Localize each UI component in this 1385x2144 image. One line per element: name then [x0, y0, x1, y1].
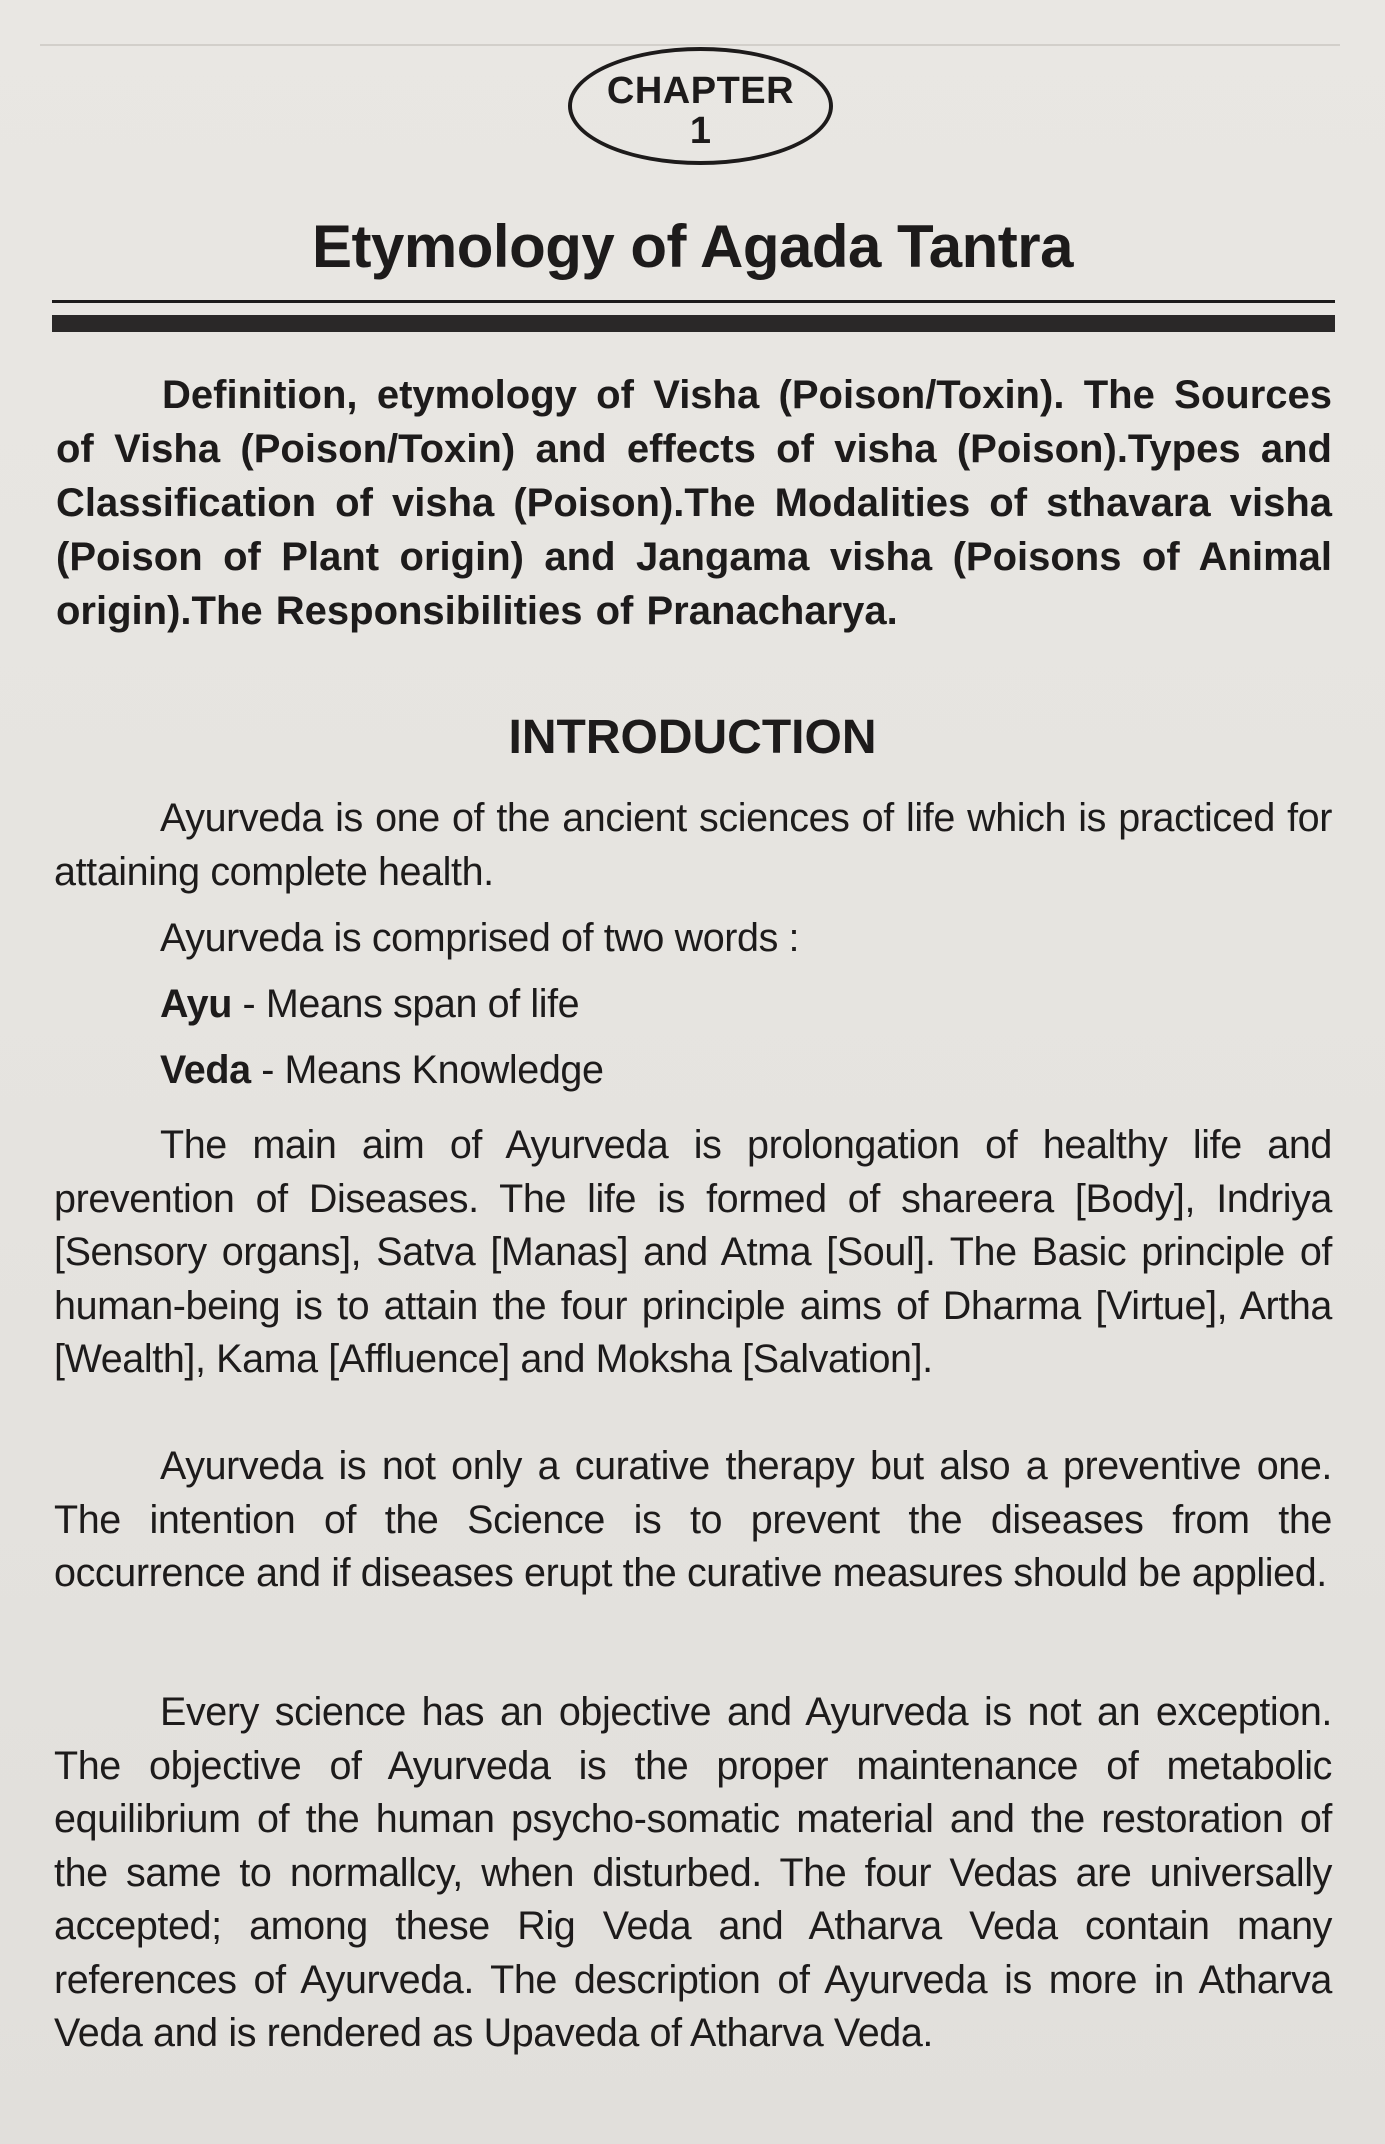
- definition-meaning: Means Knowledge: [284, 1048, 604, 1092]
- definition-ayu: [160, 978, 579, 1032]
- title-rule-thin: [52, 300, 1335, 303]
- definition-separator: -: [231, 982, 266, 1026]
- definition-meaning: Means span of life: [265, 982, 580, 1026]
- definition-term: Veda: [160, 1048, 251, 1092]
- chapter-number: 1: [689, 110, 712, 152]
- paragraph: Every science has an objective and Ayurveda is not an exception. The objective of Ayurveda is the proper maintenance of metabolic equilibrium of the human psycho-somatic material and the restoration of the same to normallcy, when disturbed. The four Vedas are universally accepted; among these Rig Veda and Atharva Veda contain many references of Ayurveda. The description of Ayurveda is more in Atharva Veda and is rendered as Upaveda of Atharva Veda.: [54, 1690, 1332, 2055]
- paragraph: [160, 912, 799, 966]
- definition-separator: -: [250, 1048, 285, 1092]
- syllabus-summary: Definition, etymology of Visha (Poison/Toxin). The Sources of Visha (Poison/Toxin) and effects of visha (Poison).Types and Classification of visha (Poison).The Modalities of sthavara visha (Poison of Plant origin) and Jangama visha (Poisons of Animal origin).The Responsibilities of Pranacharya.: [56, 373, 1332, 633]
- definition-veda: [160, 1044, 604, 1098]
- chapter-oval: [568, 47, 833, 165]
- chapter-label: CHAPTER: [606, 70, 795, 112]
- section-heading: INTRODUCTION: [508, 711, 877, 764]
- chapter-title: Etymology of Agada Tantra: [312, 213, 1073, 280]
- paragraph: Ayurveda is not only a curative therapy but also a preventive one. The intention of the Science is to prevent the diseases from the occurrence and if diseases erupt the curative measures should be applied.: [54, 1444, 1332, 1595]
- paragraph: The main aim of Ayurveda is prolongation of healthy life and prevention of Diseases. The life is formed of shareera [Body], Indriya [Sensory organs], Satva [Manas] and Atma [Soul]. The Basic principle of human-being is to attain the four principle aims of Dharma [Virtue], Artha [Wealth], Kama [Affluence] and Moksha [Salvation].: [54, 1123, 1332, 1381]
- paragraph-text: Ayurveda is comprised of two words :: [160, 916, 800, 960]
- title-rule-thick: [52, 315, 1335, 332]
- bleed-through-rule: [40, 44, 1340, 46]
- paragraph: Ayurveda is one of the ancient sciences of life which is practiced for attaining complete health.: [54, 796, 1332, 894]
- definition-term: Ayu: [160, 982, 232, 1026]
